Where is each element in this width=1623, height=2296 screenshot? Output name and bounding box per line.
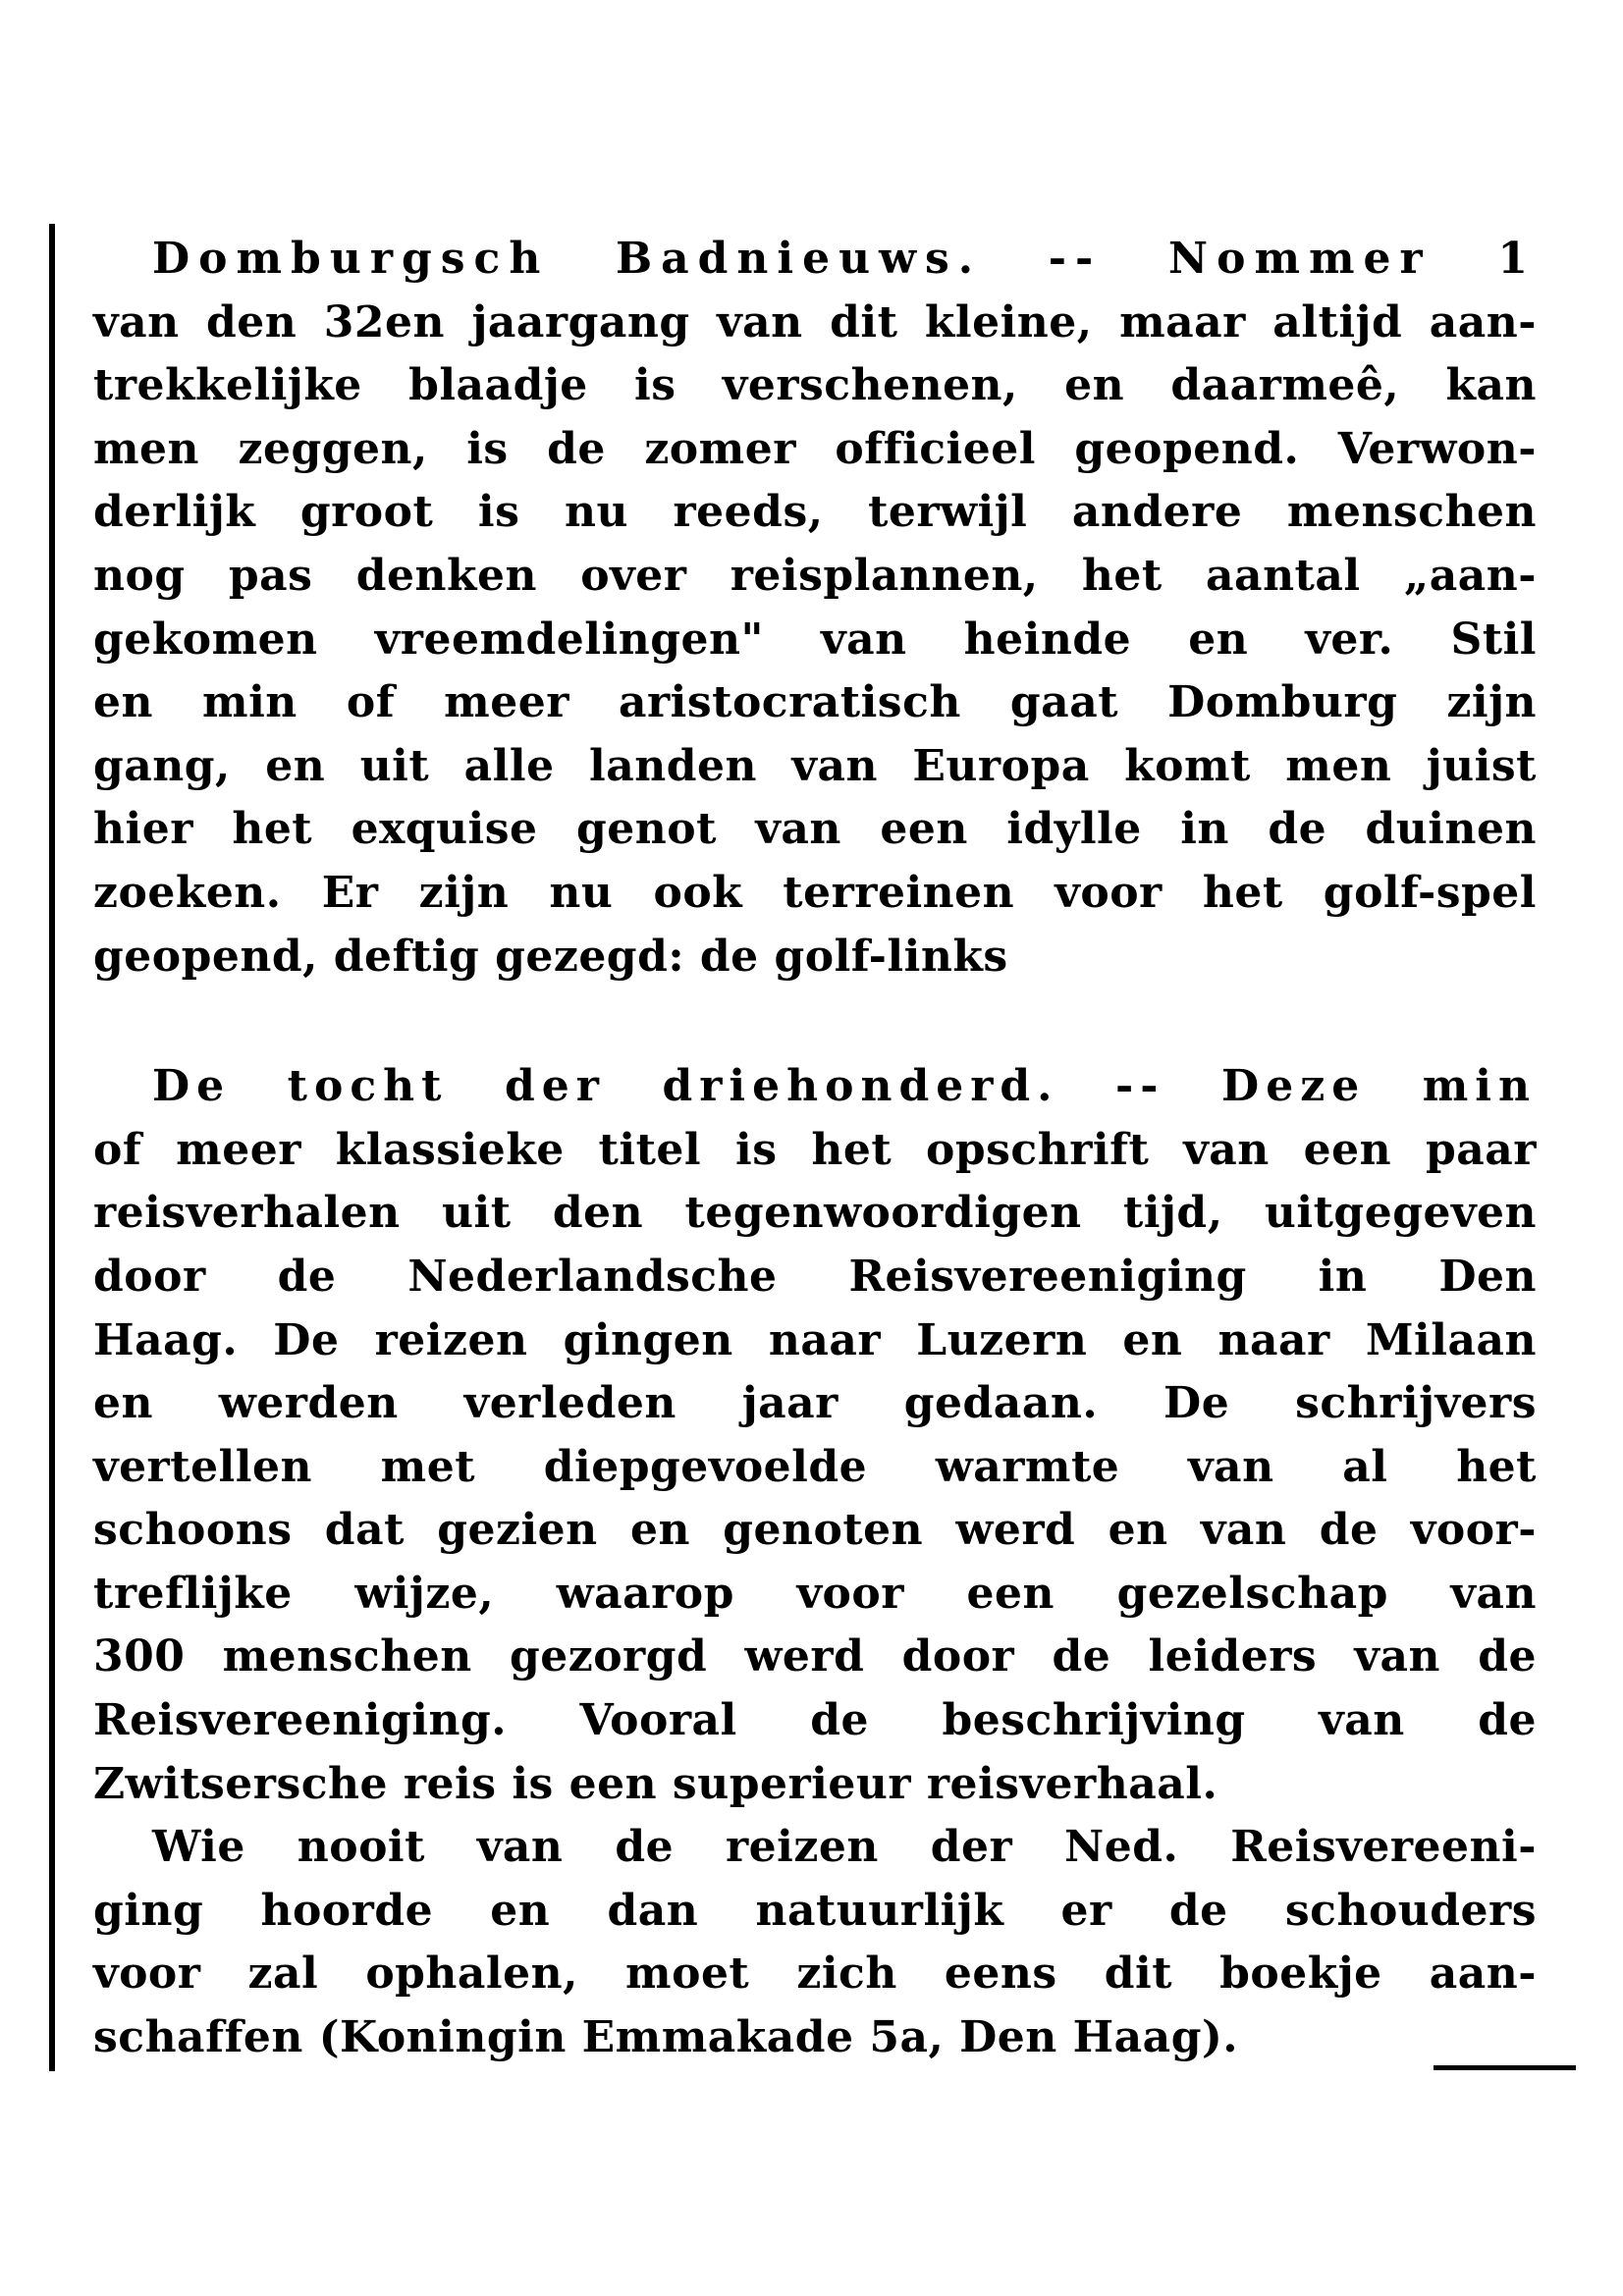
article-line: van den 32en jaargang van dit kleine, maar altijd aan- [93, 296, 1537, 347]
article-section-domburg [93, 224, 1537, 988]
article-line: Wie nooit van de reizen der Ned. Reisvereeni- [152, 1822, 1537, 1873]
article-line: en werden verleden jaar gedaan. De schrijvers [93, 1378, 1537, 1429]
article-line: Zwitsersche reis is een superieur reisverhaal. [93, 1758, 1218, 1809]
article-line: geopend, deftig gezegd: de golf-links [93, 931, 1008, 982]
article-line: Haag. De reizen gingen naar Luzern en naar Milaan [93, 1314, 1537, 1365]
article-line: De tocht der driehonderd. -- Deze min [152, 1061, 1537, 1112]
article-line: gekomen vreemdelingen" van heinde en ver. Stil [93, 614, 1537, 665]
article-line: schoons dat gezien en genoten werd en van de voor- [93, 1505, 1537, 1556]
article-line: ging hoorde en dan natuurlijk er de schouders [93, 1885, 1537, 1936]
article-line: door de Nederlandsche Reisvereeniging in Den [93, 1251, 1537, 1302]
article-section-closing [93, 1816, 1537, 2069]
article-line: Domburgsch Badnieuws. -- Nommer 1 [152, 234, 1537, 284]
article-line: gang, en uit alle landen van Europa komt men juist [93, 740, 1537, 791]
article-line: schaffen (Koningin Emmakade 5a, Den Haag). [93, 2012, 1239, 2063]
article-line: en min of meer aristocratisch gaat Domburg zijn [93, 677, 1537, 728]
article-line: Reisvereeniging. Vooral de beschrijving van de [93, 1695, 1537, 1746]
newspaper-clipping [49, 224, 1542, 2071]
column-rule-left [49, 224, 55, 2071]
article-line: voor zal ophalen, moet zich eens dit boekje aan- [93, 1949, 1537, 2000]
article-line: hier het exquise genot van een idylle in de duinen [93, 804, 1537, 855]
article-line: zoeken. Er zijn nu ook terreinen voor het golf-spel [93, 867, 1537, 918]
article-line: treflijke wijze, waarop voor een gezelschap van [93, 1568, 1537, 1619]
article-line: nog pas denken over reisplannen, het aantal „aan- [93, 550, 1537, 601]
article-line: trekkelijke blaadje is verschenen, en daarmeê, kan [93, 360, 1537, 411]
article-line: men zeggen, is de zomer officieel geopend. Verwon- [93, 423, 1537, 474]
article-line: of meer klassieke titel is het opschrift van een paar [93, 1124, 1537, 1175]
article-line: vertellen met diepgevoelde warmte van al het [93, 1441, 1537, 1492]
article-line: 300 menschen gezorgd werd door de leiders van de [93, 1631, 1537, 1682]
article-section-tocht [93, 1055, 1537, 1816]
article-line: reisverhalen uit den tegenwoordigen tijd, uitgegeven [93, 1188, 1537, 1239]
article-line: derlijk groot is nu reeds, terwijl andere menschen [93, 487, 1537, 538]
article-body [93, 224, 1537, 2070]
